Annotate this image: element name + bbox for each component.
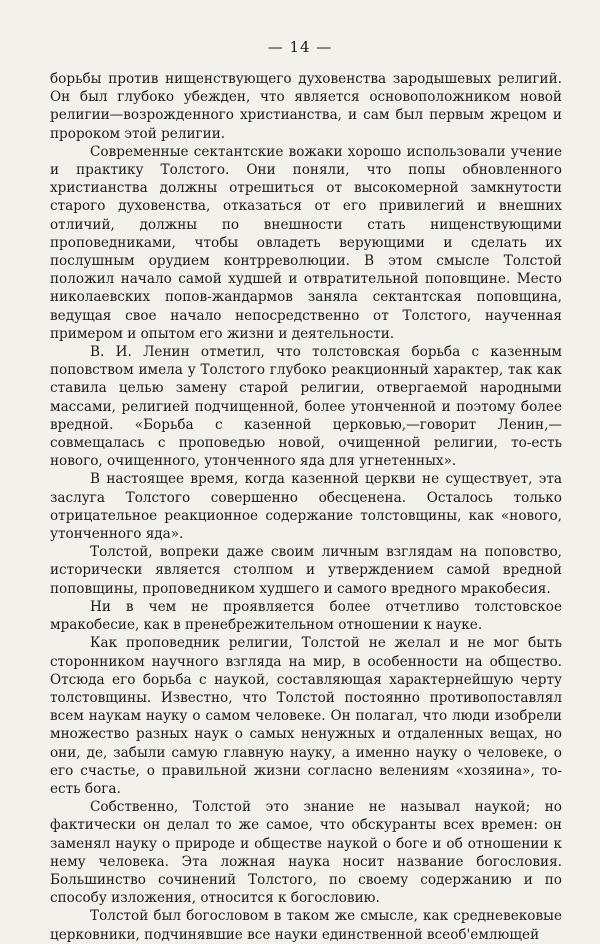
paragraph: Ни в чем не проявляется более отчетливо толстовское мракобесие, как в пренебрежительном отношении к науке.: [50, 598, 562, 634]
paragraph: Толстой был богословом в таком же смысле, как средневековые церковники, подчинявшие все науки единственной всеоб'емлющей: [50, 908, 562, 943]
paragraph: Собственно, Толстой это знание не называл наукой; но фактически он делал то же самое, что обскуранты всех времен: он заменял науку о природе и обществе наукой о боге и об отношении к нему человека. Эта ложная наука носит название богословия. Большинство сочинений Толстого, по своему содержанию и по способу изложения, относится к богословию.: [50, 799, 562, 907]
body-text: [50, 70, 562, 944]
paragraph: борьбы против нищенствующего духовенства зародышевых религий. Он был глубоко убежден, что является основоположником новой религии—возрожденного христианства, и сам был первым жрецом и пророком этой религии.: [50, 71, 562, 142]
paragraph: В. И. Ленин отметил, что толстовская борьба с казенным поповством имела у Толстого глубоко реакционный характер, так как ставила целью замену старой религии, отвергаемой народными массами, религией подчищенной, более утонченной и поэтому более вредной. «Борьба с казенной церковью,—говорит Ленин,—совмещалась с проповедью новой, очищенной религии, то-есть нового, очищенного, утонченного яда для угнетенных».: [50, 344, 562, 470]
paragraph: Как проповедник религии, Толстой не желал и не мог быть сторонником научного взгляда на мир, в особенности на общество. Отсюда его борьба с наукой, составляющая характернейшую черту толстовщины. Известно, что Толстой постоянно противопоставлял всем наукам науку о самом человеке. Он полагал, что люди изобрели множество разных наук о самых ненужных и отдаленных вещах, но они, де, забыли самую главную науку, а именно науку о человеке, о его счастье, о правильной жизни согласно велениям «хозяина», то-есть бога.: [50, 635, 562, 797]
paragraph: Толстой, вопреки даже своим личным взглядам на поповство, исторически является столпом и утверждением самой вредной поповщины, проповедником худшего и самого вредного мракобесия.: [50, 544, 562, 597]
page-number: — 14 —: [267, 38, 333, 56]
paragraph: Современные сектантские вожаки хорошо использовали учение и практику Толстого. Они поняли, что попы обновленного христианства должны отрешиться от высокомерной замкнутости старого духовенства, отказаться от его привилегий и внешних отличий, должны по внешности стать нищенствующими проповедниками, чтобы овладеть верующими и сделать их послушным орудием контрреволюции. В этом смысле Толстой положил начало самой худшей и отвратительной поповщине. Место николаевских попов-жандармов заняла сектантская поповщина, ведущая свое начало непосредственно от Толстого, наученная примером и опытом его жизни и деятельности.: [50, 143, 562, 342]
paragraph: В настоящее время, когда казенной церкви не существует, эта заслуга Толстого совершенно обесценена. Осталось только отрицательное реакционное содержание толстовщины, как «нового, утонченного яда».: [50, 471, 562, 543]
